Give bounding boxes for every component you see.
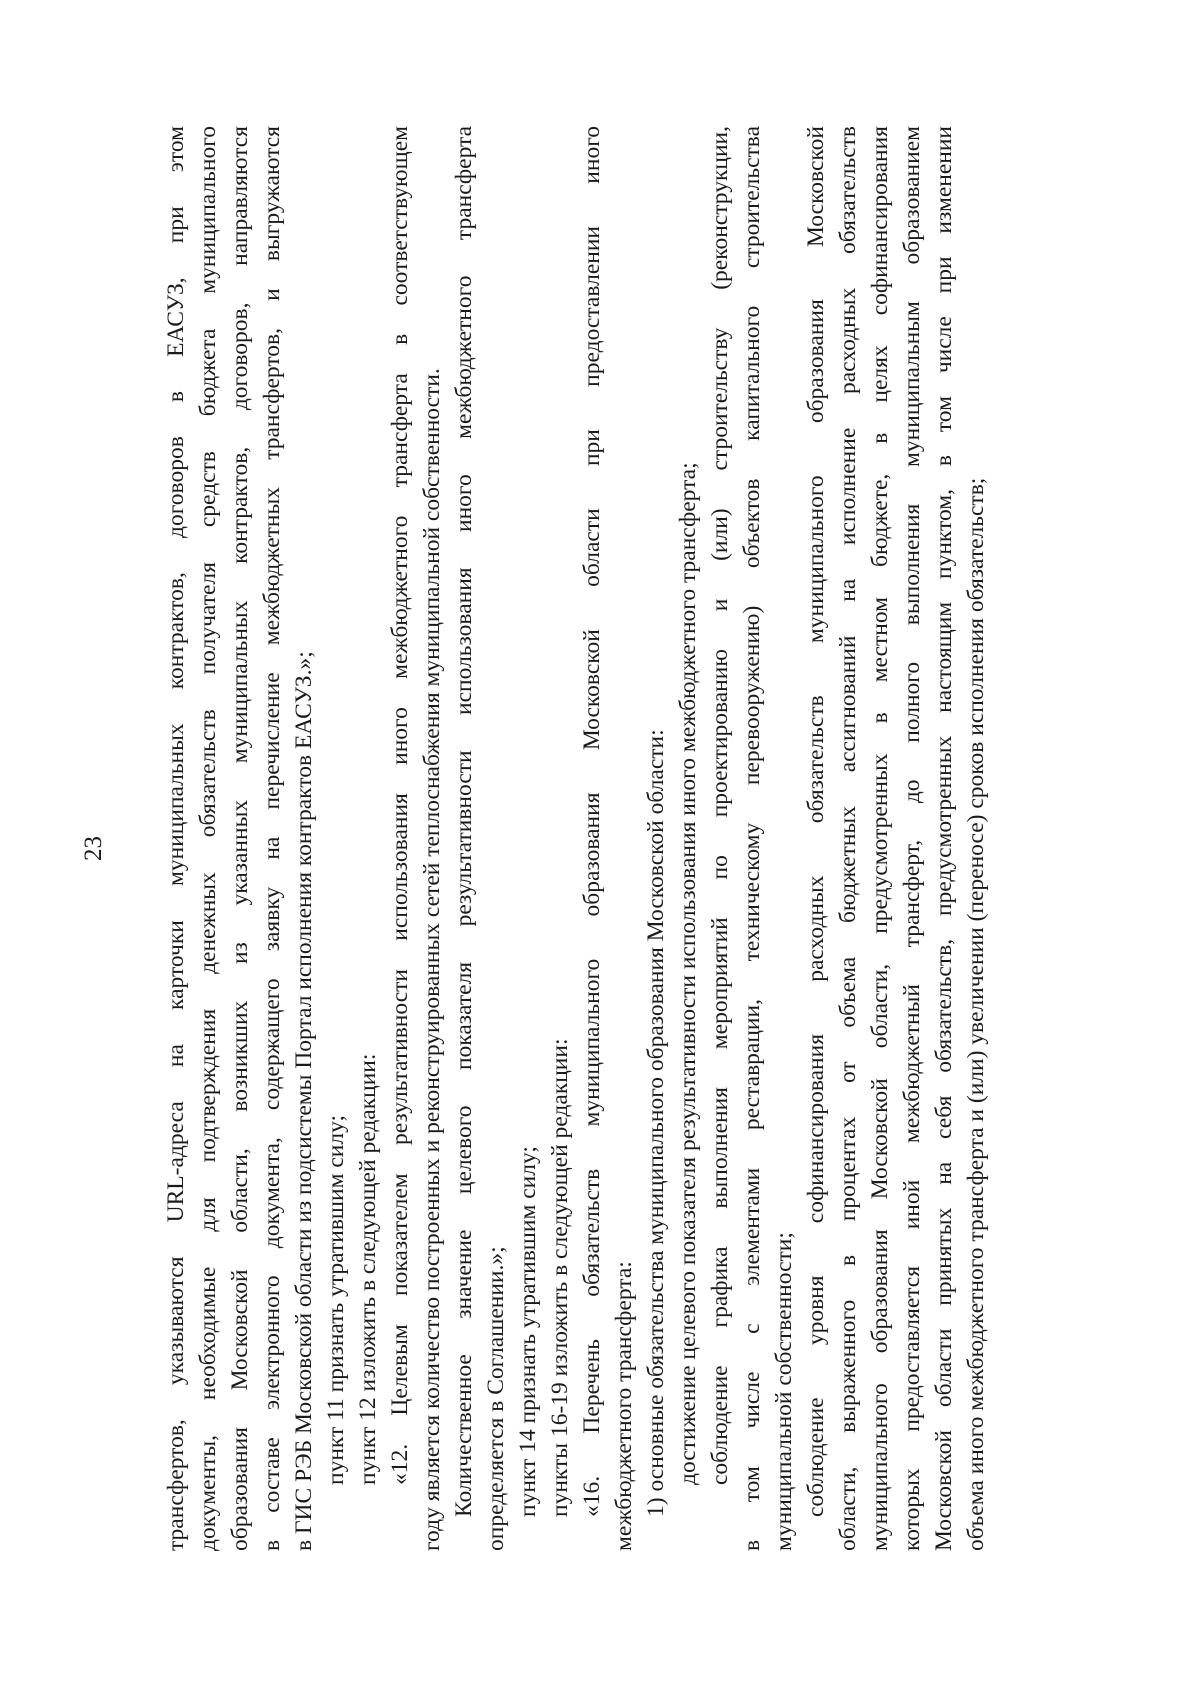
text-line: образования Московской области, возникших из указанных муниципальных контрактов, договоров, направляются [227, 126, 253, 1551]
text-line: области, выраженного в процентах от объема бюджетных ассигнований на исполнение расходных обязательств [835, 126, 861, 1551]
text-line: соблюдение графика выполнения мероприятий по проектированию и (или) строительству (реконструкции, [707, 126, 733, 1485]
text-line: трансфертов, указываются URL-адреса на карточки муниципальных контрактов, договоров в ЕАСУЗ, при этом [163, 126, 189, 1551]
text-line: пункт 12 изложить в следующей редакции: [355, 1053, 381, 1485]
text-line: документы, необходимые для подтверждения денежных обязательств получателя средств бюджета муниципального [195, 126, 221, 1551]
text-line: году является количество построенных и реконструированных сетей теплоснабжения муниципальной собственности. [419, 368, 445, 1551]
document-body [160, 126, 992, 1551]
text-line: «16. Перечень обязательств муниципального образования Московской области при предоставлении иного [579, 126, 605, 1517]
text-line: «12. Целевым показателем результативности использования иного межбюджетного трансферта в соответствующем [387, 126, 413, 1485]
text-line: объема иного межбюджетного трансферта и (или) увеличении (переносе) сроков исполнения обязательств; [963, 477, 989, 1551]
text-line: пункт 11 признать утратившим силу; [323, 1114, 349, 1485]
text-line: определяется в Соглашении.»; [483, 1246, 509, 1551]
text-line: Московской области принятых на себя обязательств, предусмотренных настоящим пунктом, в том числе при изменении [931, 126, 957, 1551]
text-line: межбюджетного трансферта: [611, 1261, 637, 1551]
text-line: муниципального образования Московской области, предусмотренных в местном бюджете, в целях софинансирования [867, 126, 893, 1551]
text-line: соблюдение уровня софинансирования расходных обязательств муниципального образования Московской [803, 126, 829, 1517]
text-line: муниципальной собственности; [771, 1232, 797, 1551]
text-line: пункты 16-19 изложить в следующей редакции: [547, 1038, 573, 1517]
text-line: достижение целевого показателя результативности использования иного межбюджетного трансферта; [675, 462, 701, 1485]
text-line: пункт 14 признать утратившим силу; [515, 1146, 541, 1517]
text-line: в том числе с элементами реставрации, техническому перевооружению) объектов капитального строительства [739, 126, 765, 1551]
page-number: 23 [80, 836, 107, 861]
text-line: в ГИС РЭБ Московской области из подсистемы Портал исполнения контрактов ЕАСУЗ.»; [291, 651, 317, 1551]
text-line: которых предоставляется иной межбюджетный трансферт, до полного выполнения муниципальным образованием [899, 126, 925, 1551]
text-line: 1) основные обязательства муниципального образования Московской области: [643, 729, 669, 1517]
text-line: в составе электронного документа, содержащего заявку на перечисление межбюджетных трансфертов, и выгружаются [259, 126, 285, 1551]
text-line: Количественное значение целевого показателя результативности использования иного межбюджетного трансферта [451, 126, 477, 1517]
